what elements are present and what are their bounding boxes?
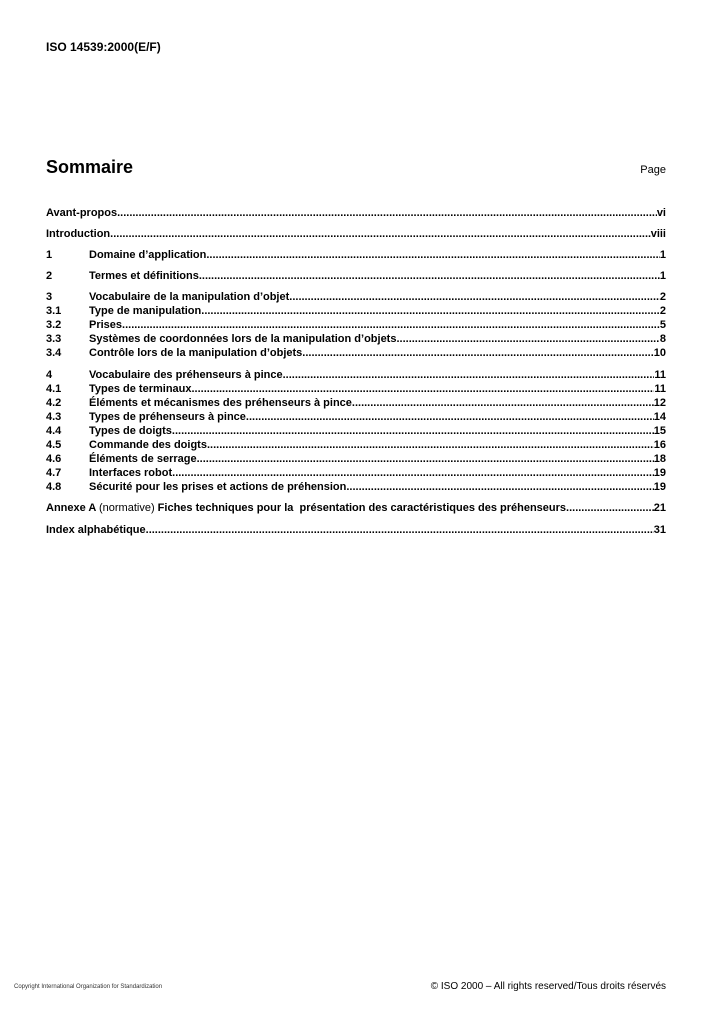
toc-entry-page: 8	[659, 333, 666, 345]
toc-entry-label: Index alphabétique	[46, 524, 146, 536]
toc-leader	[207, 438, 654, 452]
toc-entry-label: Sécurité pour les prises et actions de préhension	[89, 481, 347, 493]
toc-leader	[289, 290, 660, 304]
toc-entry-number: 4.2	[46, 397, 62, 409]
toc-entry-label: Types de préhenseurs à pince	[89, 411, 246, 423]
toc-entry-number: 4.4	[46, 425, 62, 437]
toc-entry-page: 12	[653, 397, 666, 409]
page-title: Sommaire	[46, 157, 134, 177]
toc-entry[interactable]	[46, 206, 666, 220]
toc-entry-label: Éléments de serrage	[89, 453, 197, 465]
toc-entry-label	[46, 501, 566, 515]
toc-entry-label: Termes et définitions	[89, 270, 199, 282]
toc-entry-page: 1	[659, 270, 666, 282]
toc-entry[interactable]	[46, 318, 666, 332]
toc-entry-number: 4	[46, 369, 53, 381]
document-id: ISO 14539:2000(E/F)	[46, 40, 161, 54]
toc-entry[interactable]	[46, 452, 666, 466]
toc-entry-label: Éléments et mécanismes des préhenseurs à pince	[89, 397, 352, 409]
toc-entry-page: 1	[659, 249, 666, 261]
toc-leader	[246, 410, 654, 424]
toc-entry-page: 31	[653, 524, 666, 536]
toc-leader	[172, 424, 654, 438]
toc-entry-number: 3.1	[46, 305, 62, 317]
toc-entry-page: 11	[654, 369, 666, 381]
toc-leader	[146, 523, 654, 537]
toc-entry[interactable]	[46, 304, 666, 318]
toc-entry[interactable]	[46, 424, 666, 438]
toc-entry-label: Interfaces robot	[89, 467, 173, 479]
toc-leader	[199, 269, 660, 283]
toc-entry-label: Type de manipulation	[89, 305, 202, 317]
rights-notice: © ISO 2000 – All rights reserved/Tous droits réservés	[430, 981, 666, 992]
toc-leader	[192, 382, 655, 396]
toc-entry-label: Types de terminaux	[89, 383, 192, 395]
toc-entry-label: Vocabulaire des préhenseurs à pince	[89, 369, 283, 381]
toc-entry-number: 4.8	[46, 481, 62, 493]
page-column-label: Page	[640, 164, 666, 176]
toc-entry-number: 3.4	[46, 347, 62, 359]
toc-entry[interactable]	[46, 346, 666, 360]
toc-entry-page: 18	[653, 453, 666, 465]
toc-entry-label: Contrôle lors de la manipulation d’objets	[89, 347, 303, 359]
toc-entry[interactable]	[46, 290, 666, 304]
toc-entry-label: Prises	[89, 319, 123, 331]
toc-leader	[206, 248, 660, 262]
toc-leader	[352, 396, 654, 410]
toc-leader	[346, 480, 653, 494]
toc-entry-number: 2	[46, 270, 53, 282]
toc-entry-page: 14	[653, 411, 666, 423]
toc-leader	[197, 452, 654, 466]
toc-leader	[172, 466, 654, 480]
toc-leader	[122, 318, 660, 332]
toc-entry[interactable]	[46, 269, 666, 283]
toc-entry-number: 4.7	[46, 467, 62, 479]
toc-entry-label: Introduction	[46, 228, 111, 240]
toc-entry[interactable]	[46, 248, 666, 262]
toc-entry-number: 3.2	[46, 319, 62, 331]
toc-entry-number: 4.3	[46, 411, 62, 423]
toc-leader	[201, 304, 660, 318]
annex-qualifier: (normative)	[98, 502, 155, 514]
toc-entry[interactable]	[46, 480, 666, 494]
annex-title: Fiches techniques pour la présentation des caractéristiques des préhenseurs	[157, 502, 567, 514]
toc-leader	[566, 501, 654, 515]
toc-entry-page: 5	[659, 319, 666, 331]
toc-entry[interactable]	[46, 410, 666, 424]
toc-entry-page: 10	[653, 347, 666, 359]
toc-entry-page: 19	[653, 481, 666, 493]
toc-entry-number: 1	[46, 249, 53, 261]
toc-entry-label: Types de doigts	[89, 425, 172, 437]
toc-entry-label: Vocabulaire de la manipulation d’objet	[89, 291, 290, 303]
toc-entry-label: Systèmes de coordonnées lors de la manipulation d’objets	[89, 333, 397, 345]
toc-entry[interactable]	[46, 368, 666, 382]
toc-entry[interactable]	[46, 396, 666, 410]
toc-entry-number: 4.1	[46, 383, 62, 395]
toc-entry-number: 4.5	[46, 439, 62, 451]
toc-leader	[302, 346, 653, 360]
toc-entry-page: 11	[654, 383, 666, 395]
toc-entry-page: 2	[659, 305, 666, 317]
toc-entry-label: Domaine d’application	[89, 249, 207, 261]
toc-leader	[283, 368, 655, 382]
toc-entry-page: 2	[659, 291, 666, 303]
toc-entry-label: Commande des doigts	[89, 439, 207, 451]
toc-entry-page: 15	[653, 425, 666, 437]
toc-entry-page: 21	[653, 502, 666, 514]
toc-entry[interactable]	[46, 227, 666, 241]
toc-entry-number: 4.6	[46, 453, 62, 465]
toc-leader	[110, 227, 651, 241]
toc-entry-number: 3.3	[46, 333, 62, 345]
toc-leader	[117, 206, 657, 220]
toc-entry-number: 3	[46, 291, 53, 303]
toc-entry[interactable]	[46, 332, 666, 346]
toc-entry-page: viii	[650, 228, 666, 240]
toc-entry-label: Avant-propos	[46, 207, 118, 219]
toc-index-entry[interactable]	[46, 523, 666, 537]
toc-entry-page: 19	[653, 467, 666, 479]
toc-entry-page: vi	[656, 207, 666, 219]
toc-entry[interactable]	[46, 466, 666, 480]
toc-annex-entry[interactable]	[46, 501, 666, 515]
toc-entry[interactable]	[46, 382, 666, 396]
annex-prefix: Annexe A	[46, 502, 96, 514]
toc-entry-page: 16	[653, 439, 666, 451]
toc-leader	[396, 332, 659, 346]
copyright-notice: Copyright International Organization for Standardization	[14, 984, 163, 990]
toc-entry[interactable]	[46, 438, 666, 452]
